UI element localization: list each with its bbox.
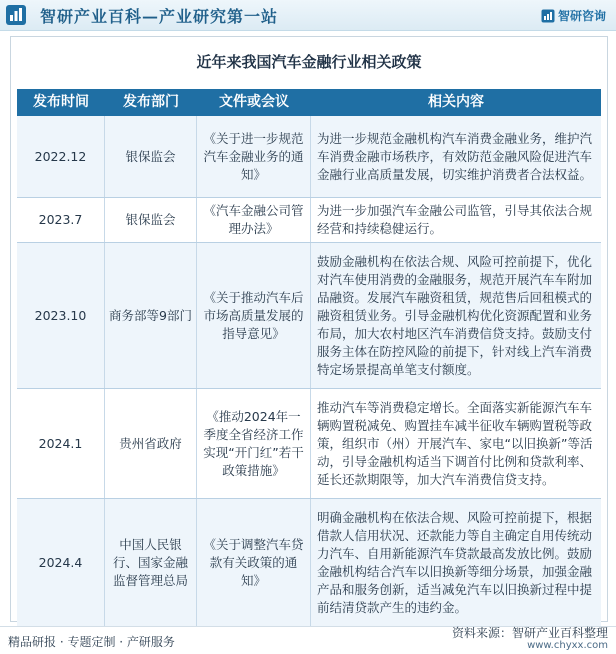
brand-icon — [541, 9, 555, 23]
cell-dept: 商务部等9部门 — [105, 243, 197, 388]
table-title: 近年来我国汽车金融行业相关政策 — [196, 53, 422, 71]
cell-date: 2022.12 — [17, 116, 105, 197]
col-header-dept: 发布部门 — [123, 94, 179, 110]
table-row — [17, 198, 601, 243]
cell-dept: 银保监会 — [105, 198, 197, 242]
table-row — [17, 116, 601, 198]
col-header-content: 相关内容 — [428, 94, 484, 110]
cell-doc: 《关于推动汽车后市场高质量发展的指导意见》 — [197, 243, 311, 388]
top-banner — [0, 0, 616, 31]
col-header-date: 发布时间 — [33, 94, 89, 110]
cell-date: 2023.10 — [17, 243, 105, 388]
cell-content: 推动汽车等消费稳定增长。全面落实新能源汽车车辆购置税减免、购置挂车减半征收车辆购置税等政策，组织市（州）开展汽车、家电“以旧换新”等活动，引导金融机构适当下调首付比例和贷款利率、延长还款期限等，加大汽车消费信贷支持。 — [317, 399, 593, 487]
site-title: 智研产业百科—产业研究第一站 — [40, 7, 279, 26]
source-note: 资料来源：智研产业百科整理 — [451, 626, 608, 640]
brand-name: 智研咨询 — [557, 9, 606, 23]
brand-logo — [541, 7, 606, 24]
footer-url: www.chyxx.com — [527, 640, 608, 651]
table-row — [17, 389, 601, 499]
logo-icon — [5, 4, 27, 26]
footer-services: 精品研报 · 专题定制 · 产研服务 — [8, 635, 175, 649]
cell-doc: 《关于进一步规范汽车金融业务的通知》 — [197, 116, 311, 197]
table-header — [17, 89, 601, 116]
table-body — [17, 116, 601, 627]
cell-content: 为进一步规范金融机构汽车消费金融业务，维护汽车消费金融市场秩序，有效防范金融风险促进汽车金融行业高质量发展，切实维护消费者合法权益。 — [317, 130, 593, 182]
policy-table-card — [10, 36, 608, 622]
cell-date: 2024.1 — [17, 389, 105, 498]
cell-doc: 《关于调整汽车贷款有关政策的通知》 — [197, 499, 311, 626]
table-row — [17, 243, 601, 389]
cell-date: 2024.4 — [17, 499, 105, 626]
cell-doc: 《推动2024年一季度全省经济工作实现“开门红”若干政策措施》 — [197, 389, 311, 498]
cell-content: 明确金融机构在依法合规、风险可控前提下，根据借款人信用状况、还款能力等自主确定自用传统动力汽车、自用新能源汽车贷款最高发放比例。鼓励金融机构结合汽车以旧换新等细分场景，加强金融产品和服务创新，适当减免汽车以旧换新过程中提前结清贷款产生的违约金。 — [317, 509, 593, 615]
cell-dept: 中国人民银行、国家金融监督管理总局 — [105, 499, 197, 626]
cell-content: 为进一步加强汽车金融公司监管，引导其依法合规经营和持续稳健运行。 — [317, 203, 593, 236]
col-header-doc: 文件或会议 — [219, 94, 289, 110]
cell-dept: 银保监会 — [105, 116, 197, 197]
cell-date: 2023.7 — [17, 198, 105, 242]
cell-dept: 贵州省政府 — [105, 389, 197, 498]
table-row — [17, 499, 601, 627]
cell-content: 鼓励金融机构在依法合规、风险可控前提下，优化对汽车使用消费的金融服务，规范开展汽车车附加品融资。发展汽车融资租赁，规范售后回租模式的融资租赁业务。引导金融机构优化资源配置和业务布局，加大农村地区汽车消费信贷支持。鼓励支付服务主体在防控风险的前提下，针对线上汽车消费特定场景提高单笔支付额度。 — [317, 253, 593, 377]
cell-doc: 《汽车金融公司管理办法》 — [197, 198, 311, 242]
